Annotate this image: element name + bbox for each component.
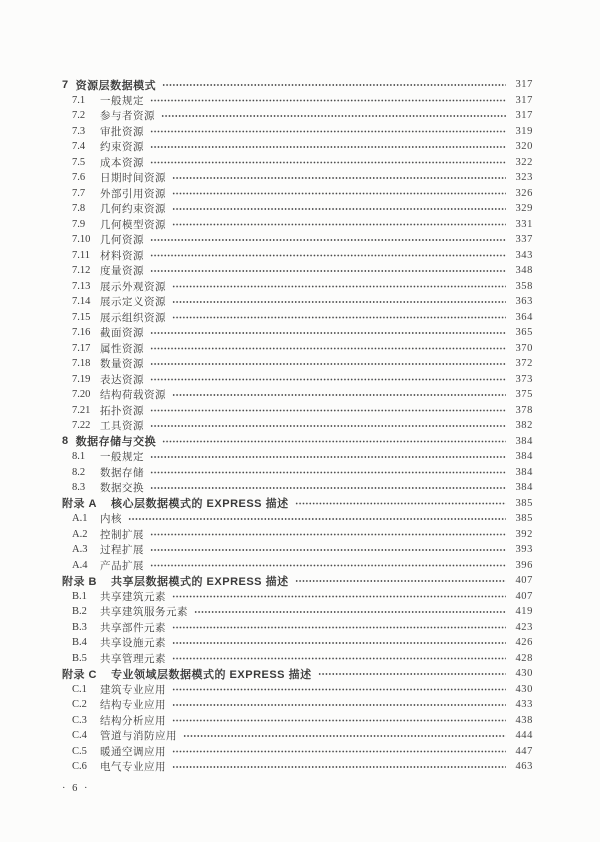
toc-entry-number: 8.2 bbox=[72, 466, 86, 478]
toc-dot-leader bbox=[172, 387, 506, 403]
toc-entry-number: 7.2 bbox=[72, 110, 86, 122]
toc-row bbox=[62, 744, 533, 760]
toc-entry-number: 7.10 bbox=[72, 234, 91, 246]
toc-row bbox=[62, 449, 533, 465]
toc-row bbox=[62, 465, 533, 481]
toc-entry-title: 内核 bbox=[100, 514, 122, 526]
toc-dot-leader bbox=[150, 403, 506, 419]
toc-entry-page-number: 419 bbox=[515, 606, 533, 618]
toc-entry-page-number: 319 bbox=[515, 125, 533, 137]
toc-entry-title: 资源层数据模式 bbox=[75, 79, 157, 92]
toc-dot-leader bbox=[172, 682, 506, 698]
toc-dot-leader bbox=[162, 77, 506, 93]
toc-entry-page-number: 373 bbox=[515, 373, 533, 385]
toc-entry-number: 7.19 bbox=[72, 373, 91, 385]
toc-entry-title: 参与者资源 bbox=[100, 111, 155, 123]
toc-entry-number: 7 bbox=[62, 78, 69, 91]
toc-entry-title: 截面资源 bbox=[100, 328, 144, 340]
toc-row bbox=[62, 201, 533, 217]
toc-row bbox=[62, 93, 533, 109]
toc-entry-page-number: 322 bbox=[515, 156, 533, 168]
page-footer-number: · 6 · bbox=[62, 782, 90, 794]
toc-entry-page-number: 385 bbox=[515, 513, 533, 525]
toc-entry-page-number: 444 bbox=[515, 730, 533, 742]
toc-entry-page-number: 382 bbox=[515, 420, 533, 432]
toc-dot-leader bbox=[150, 558, 506, 574]
toc-entry-title: 数量资源 bbox=[100, 359, 144, 371]
toc-entry-number: C.3 bbox=[72, 714, 87, 726]
toc-dot-leader bbox=[150, 232, 506, 248]
toc-entry-page-number: 337 bbox=[515, 234, 533, 246]
toc-entry-page-number: 364 bbox=[515, 311, 533, 323]
toc-entry-title: 专业领域层数据模式的 EXPRESS 描述 bbox=[111, 668, 312, 681]
toc-entry-page-number: 392 bbox=[515, 528, 533, 540]
toc-entry-page-number: 331 bbox=[515, 218, 533, 230]
toc-entry-title: 外部引用资源 bbox=[100, 188, 166, 200]
toc-dot-leader bbox=[150, 356, 506, 372]
toc-dot-leader bbox=[172, 713, 506, 729]
toc-entry-number: C.6 bbox=[72, 761, 87, 773]
toc-row bbox=[62, 728, 533, 744]
toc-dot-leader bbox=[172, 651, 506, 667]
toc-entry-page-number: 384 bbox=[515, 482, 533, 494]
toc-row bbox=[62, 124, 533, 140]
toc-entry-title: 数据交换 bbox=[100, 483, 144, 495]
toc-entry-title: 控制扩展 bbox=[100, 529, 144, 541]
toc-entry-number: 附录 A bbox=[62, 498, 97, 511]
toc-entry-page-number: 384 bbox=[515, 435, 533, 447]
toc-entry-number: B.4 bbox=[72, 637, 87, 649]
toc-entry-number: 7.14 bbox=[72, 296, 91, 308]
toc-row bbox=[62, 356, 533, 372]
toc-entry-number: 7.16 bbox=[72, 327, 91, 339]
toc-entry-title: 建筑专业应用 bbox=[100, 684, 166, 696]
toc-row bbox=[62, 759, 533, 775]
toc-entry-title: 结构分析应用 bbox=[100, 715, 166, 727]
toc-entry-number: 7.18 bbox=[72, 358, 91, 370]
toc-entry-title: 数据存储 bbox=[100, 467, 144, 479]
toc-row bbox=[62, 589, 533, 605]
toc-row bbox=[62, 542, 533, 558]
toc-entry-title: 共享设施元素 bbox=[100, 638, 166, 650]
toc-entry-number: 7.12 bbox=[72, 265, 91, 277]
toc-dot-leader bbox=[150, 263, 506, 279]
toc-entry-number: C.1 bbox=[72, 683, 87, 695]
toc-dot-leader bbox=[318, 666, 506, 682]
toc-entry-number: A.3 bbox=[72, 544, 88, 556]
toc-entry-page-number: 426 bbox=[515, 637, 533, 649]
toc-entry-page-number: 343 bbox=[515, 249, 533, 261]
toc-entry-number: 7.3 bbox=[72, 125, 86, 137]
toc-entry-number: 8.1 bbox=[72, 451, 86, 463]
toc-entry-number: 7.15 bbox=[72, 311, 91, 323]
toc-dot-leader bbox=[295, 573, 506, 589]
toc-entry-number: 7.1 bbox=[72, 94, 86, 106]
toc-dot-leader bbox=[150, 372, 506, 388]
toc-dot-leader bbox=[295, 496, 506, 512]
toc-entry-number: 7.11 bbox=[72, 249, 90, 261]
toc-dot-leader bbox=[172, 589, 506, 605]
toc-entry-number: 7.17 bbox=[72, 342, 91, 354]
toc-entry-number: B.3 bbox=[72, 621, 87, 633]
toc-entry-number: 7.22 bbox=[72, 420, 91, 432]
toc-dot-leader bbox=[172, 744, 506, 760]
toc-dot-leader bbox=[172, 170, 506, 186]
toc-entry-number: B.1 bbox=[72, 590, 87, 602]
toc-entry-number: C.5 bbox=[72, 745, 87, 757]
toc-dot-leader bbox=[172, 279, 506, 295]
toc-row bbox=[62, 217, 533, 233]
toc-row bbox=[62, 232, 533, 248]
toc-dot-leader bbox=[150, 542, 506, 558]
toc-row bbox=[62, 279, 533, 295]
toc-dot-leader bbox=[172, 620, 506, 636]
toc-entry-page-number: 326 bbox=[515, 187, 533, 199]
toc-entry-page-number: 317 bbox=[515, 79, 533, 91]
toc-entry-page-number: 317 bbox=[515, 110, 533, 122]
toc-entry-number: 7.20 bbox=[72, 389, 91, 401]
toc-entry-page-number: 348 bbox=[515, 265, 533, 277]
toc-dot-leader bbox=[150, 124, 506, 140]
toc-entry-title: 度量资源 bbox=[100, 266, 144, 278]
toc-entry-page-number: 385 bbox=[515, 497, 533, 509]
toc-entry-number: C.4 bbox=[72, 730, 87, 742]
toc-entry-title: 表达资源 bbox=[100, 374, 144, 386]
toc-row bbox=[62, 294, 533, 310]
toc-row bbox=[62, 666, 533, 682]
toc-entry-title: 几何模型资源 bbox=[100, 219, 166, 231]
toc-entry-page-number: 393 bbox=[515, 544, 533, 556]
toc-row bbox=[62, 604, 533, 620]
toc-row bbox=[62, 372, 533, 388]
toc-entry-page-number: 428 bbox=[515, 652, 533, 664]
toc-entry-page-number: 370 bbox=[515, 342, 533, 354]
toc-row bbox=[62, 325, 533, 341]
toc-dot-leader bbox=[150, 418, 506, 434]
toc-row bbox=[62, 620, 533, 636]
toc-row bbox=[62, 573, 533, 589]
toc-entry-title: 一般规定 bbox=[100, 95, 144, 107]
toc-row bbox=[62, 651, 533, 667]
toc-dot-leader bbox=[183, 728, 506, 744]
toc-entry-page-number: 358 bbox=[515, 280, 533, 292]
toc-row bbox=[62, 697, 533, 713]
toc-entry-page-number: 407 bbox=[515, 590, 533, 602]
toc-entry-page-number: 323 bbox=[515, 172, 533, 184]
toc-entry-title: 管道与消防应用 bbox=[100, 731, 177, 743]
toc-entry-number: B.2 bbox=[72, 606, 87, 618]
toc-entry-title: 展示外观资源 bbox=[100, 281, 166, 293]
toc-entry-page-number: 372 bbox=[515, 358, 533, 370]
toc-dot-leader bbox=[194, 604, 506, 620]
toc-entry-title: 共享建筑服务元素 bbox=[100, 607, 188, 619]
toc-entry-number: C.2 bbox=[72, 699, 87, 711]
toc-entry-page-number: 433 bbox=[515, 699, 533, 711]
toc-entry-number: 7.8 bbox=[72, 203, 86, 215]
toc-row bbox=[62, 527, 533, 543]
toc-entry-title: 电气专业应用 bbox=[100, 762, 166, 774]
toc-entry-page-number: 365 bbox=[515, 327, 533, 339]
toc-entry-title: 一般规定 bbox=[100, 452, 144, 464]
toc-row bbox=[62, 139, 533, 155]
toc-row bbox=[62, 511, 533, 527]
toc-row bbox=[62, 713, 533, 729]
toc-dot-leader bbox=[172, 635, 506, 651]
toc-dot-leader bbox=[150, 465, 506, 481]
toc-entry-page-number: 423 bbox=[515, 621, 533, 633]
toc-row bbox=[62, 434, 533, 450]
toc-row bbox=[62, 263, 533, 279]
toc-entry-page-number: 320 bbox=[515, 141, 533, 153]
toc-entry-page-number: 363 bbox=[515, 296, 533, 308]
toc-dot-leader bbox=[150, 480, 506, 496]
toc-entry-number: 7.4 bbox=[72, 141, 86, 153]
toc-entry-number: 7.5 bbox=[72, 156, 86, 168]
toc-dot-leader bbox=[172, 310, 506, 326]
toc-entry-number: 附录 B bbox=[62, 575, 97, 588]
toc-dot-leader bbox=[150, 248, 506, 264]
toc-row bbox=[62, 480, 533, 496]
toc-entry-number: 7.6 bbox=[72, 172, 86, 184]
toc-entry-title: 展示组织资源 bbox=[100, 312, 166, 324]
toc-entry-number: A.2 bbox=[72, 528, 88, 540]
toc-row bbox=[62, 170, 533, 186]
toc-entry-number: 8.3 bbox=[72, 482, 86, 494]
toc-entry-title: 过程扩展 bbox=[100, 545, 144, 557]
toc-entry-page-number: 396 bbox=[515, 559, 533, 571]
toc-entry-title: 结构荷载资源 bbox=[100, 390, 166, 402]
toc-row bbox=[62, 310, 533, 326]
toc-entry-title: 展示定义资源 bbox=[100, 297, 166, 309]
toc-row bbox=[62, 558, 533, 574]
toc-row bbox=[62, 418, 533, 434]
toc-dot-leader bbox=[150, 139, 506, 155]
toc-dot-leader bbox=[150, 325, 506, 341]
toc-dot-leader bbox=[150, 341, 506, 357]
toc-dot-leader bbox=[150, 449, 506, 465]
toc-entry-number: 8 bbox=[62, 435, 69, 448]
toc-entry-title: 几何约束资源 bbox=[100, 204, 166, 216]
table-of-contents bbox=[62, 77, 533, 775]
toc-entry-title: 数据存储与交换 bbox=[75, 436, 157, 449]
toc-dot-leader bbox=[172, 186, 506, 202]
toc-row bbox=[62, 682, 533, 698]
toc-entry-title: 几何资源 bbox=[100, 235, 144, 247]
toc-entry-page-number: 375 bbox=[515, 389, 533, 401]
toc-dot-leader bbox=[172, 217, 506, 233]
toc-entry-page-number: 447 bbox=[515, 745, 533, 757]
toc-entry-number: 7.21 bbox=[72, 404, 91, 416]
toc-row bbox=[62, 387, 533, 403]
toc-entry-title: 成本资源 bbox=[100, 157, 144, 169]
toc-row bbox=[62, 186, 533, 202]
toc-entry-number: 附录 C bbox=[62, 668, 97, 681]
toc-entry-title: 共享层数据模式的 EXPRESS 描述 bbox=[111, 575, 289, 588]
toc-entry-title: 拓扑资源 bbox=[100, 405, 144, 417]
toc-dot-leader bbox=[172, 759, 506, 775]
toc-entry-title: 属性资源 bbox=[100, 343, 144, 355]
toc-entry-title: 约束资源 bbox=[100, 142, 144, 154]
toc-row bbox=[62, 155, 533, 171]
toc-entry-page-number: 378 bbox=[515, 404, 533, 416]
toc-row bbox=[62, 496, 533, 512]
toc-entry-number: 7.9 bbox=[72, 218, 86, 230]
toc-entry-title: 核心层数据模式的 EXPRESS 描述 bbox=[111, 498, 289, 511]
toc-entry-title: 共享建筑元素 bbox=[100, 591, 166, 603]
toc-entry-number: A.1 bbox=[72, 513, 88, 525]
toc-row bbox=[62, 248, 533, 264]
toc-dot-leader bbox=[150, 527, 506, 543]
toc-dot-leader bbox=[172, 201, 506, 217]
toc-entry-number: A.4 bbox=[72, 559, 88, 571]
toc-entry-title: 共享管理元素 bbox=[100, 653, 166, 665]
toc-entry-page-number: 407 bbox=[515, 575, 533, 587]
toc-entry-page-number: 329 bbox=[515, 203, 533, 215]
toc-entry-title: 产品扩展 bbox=[100, 560, 144, 572]
toc-dot-leader bbox=[161, 108, 506, 124]
toc-entry-title: 日期时间资源 bbox=[100, 173, 166, 185]
toc-entry-page-number: 430 bbox=[515, 668, 533, 680]
toc-dot-leader bbox=[150, 155, 506, 171]
toc-entry-page-number: 438 bbox=[515, 714, 533, 726]
toc-dot-leader bbox=[172, 697, 506, 713]
toc-row bbox=[62, 77, 533, 93]
toc-entry-title: 共享部件元素 bbox=[100, 622, 166, 634]
toc-entry-page-number: 317 bbox=[515, 94, 533, 106]
toc-entry-title: 结构专业应用 bbox=[100, 700, 166, 712]
toc-dot-leader bbox=[150, 93, 506, 109]
toc-dot-leader bbox=[172, 294, 506, 310]
toc-entry-title: 审批资源 bbox=[100, 126, 144, 138]
toc-entry-number: 7.13 bbox=[72, 280, 91, 292]
toc-entry-number: 7.7 bbox=[72, 187, 86, 199]
toc-entry-page-number: 430 bbox=[515, 683, 533, 695]
toc-entry-page-number: 463 bbox=[515, 761, 533, 773]
toc-entry-page-number: 384 bbox=[515, 451, 533, 463]
toc-row bbox=[62, 635, 533, 651]
toc-dot-leader bbox=[162, 434, 506, 450]
toc-row bbox=[62, 341, 533, 357]
toc-entry-title: 材料资源 bbox=[100, 250, 144, 262]
toc-entry-number: B.5 bbox=[72, 652, 87, 664]
toc-row bbox=[62, 108, 533, 124]
toc-entry-title: 工具资源 bbox=[100, 421, 144, 433]
toc-row bbox=[62, 403, 533, 419]
toc-dot-leader bbox=[128, 511, 506, 527]
toc-entry-title: 暖通空调应用 bbox=[100, 746, 166, 758]
toc-entry-page-number: 384 bbox=[515, 466, 533, 478]
